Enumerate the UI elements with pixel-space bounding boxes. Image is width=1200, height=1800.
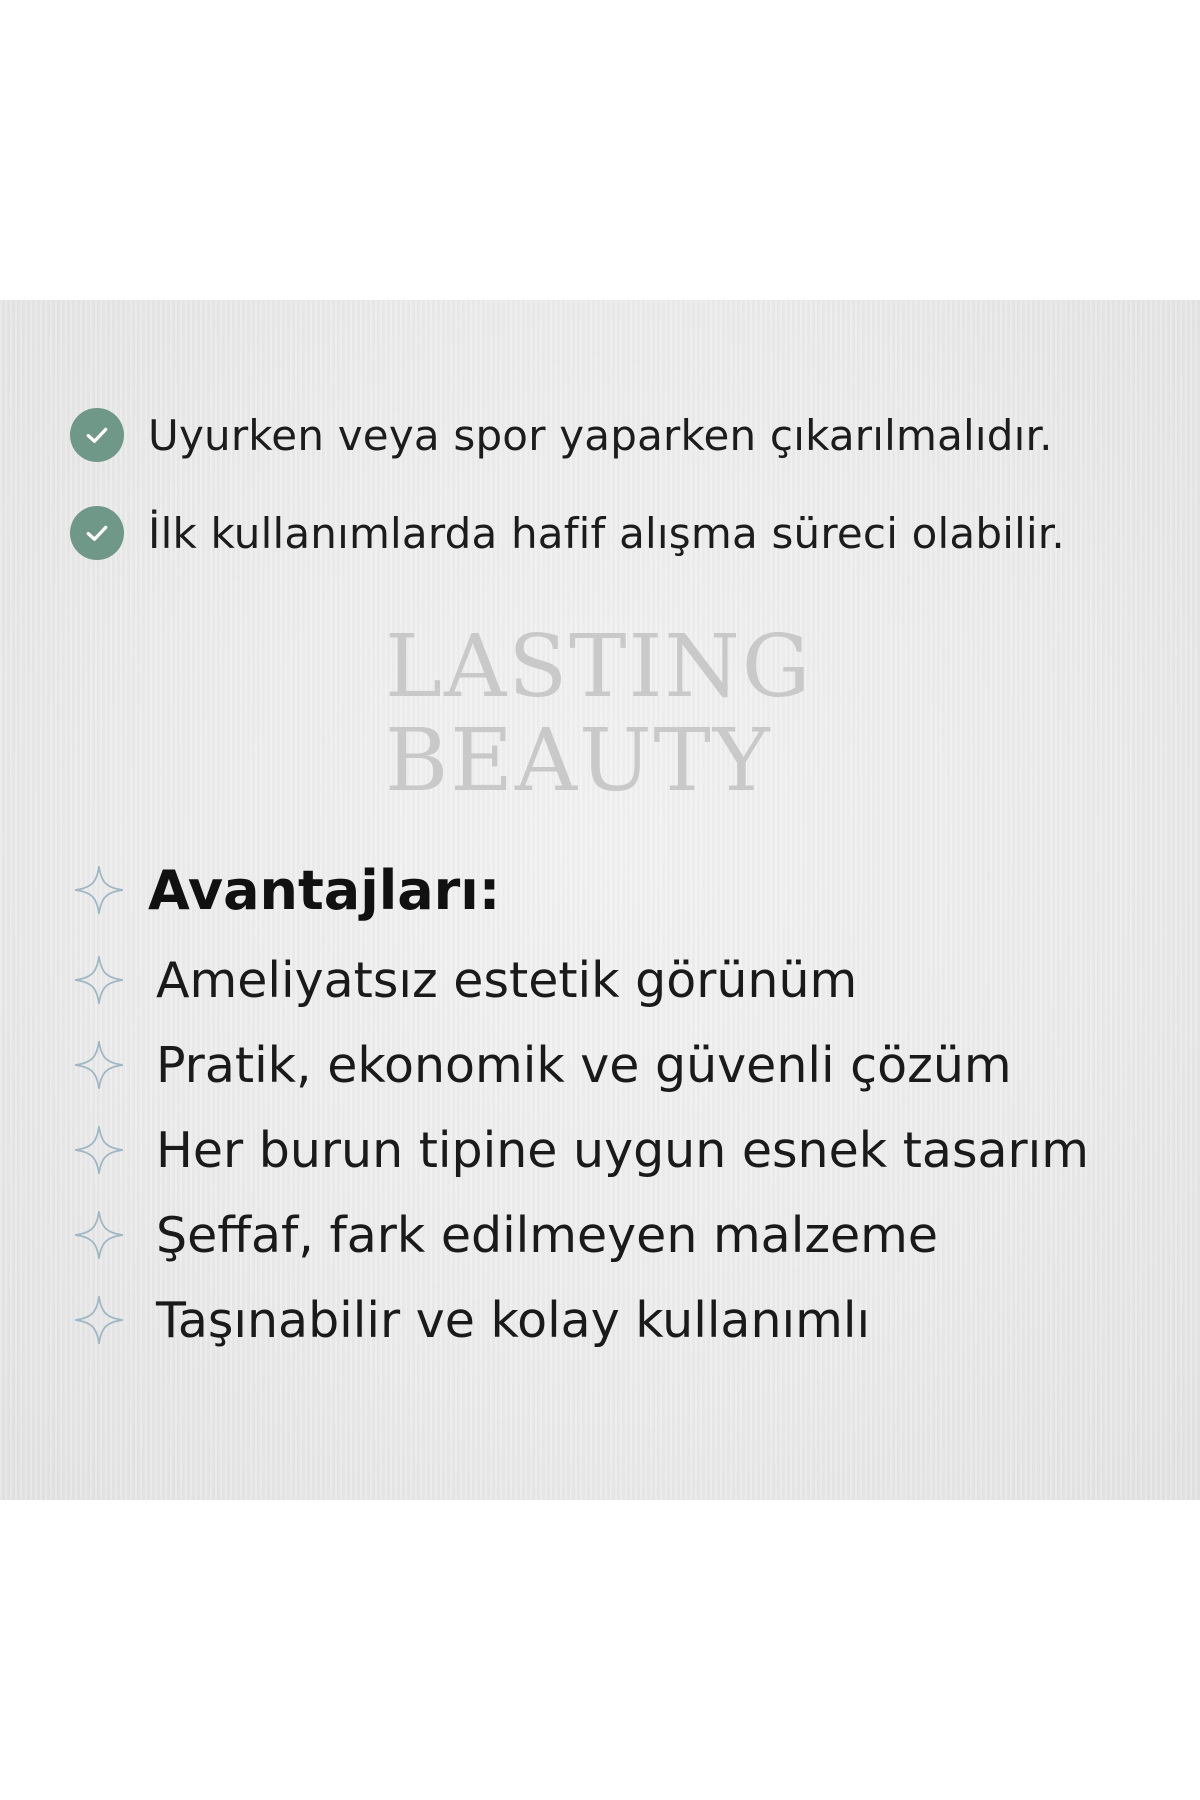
advantage-text: Taşınabilir ve kolay kullanımlı (156, 1291, 871, 1349)
advantage-text: Şeffaf, fark edilmeyen malzeme (156, 1206, 939, 1264)
sparkle-icon (72, 1208, 126, 1262)
check-circle-icon (70, 408, 124, 462)
sparkle-icon (72, 953, 126, 1007)
note-item (70, 503, 1065, 563)
brand-logo (385, 617, 825, 811)
advantages-heading: Avantajları: (148, 858, 501, 922)
advantage-text: Pratik, ekonomik ve güvenli çözüm (156, 1036, 1012, 1094)
advantage-item (72, 945, 857, 1015)
logo-line-2: BEAUTY (385, 711, 772, 811)
advantages-heading-row (72, 855, 500, 925)
advantage-item (72, 1285, 870, 1355)
advantage-item (72, 1115, 1089, 1185)
sparkle-icon (72, 1038, 126, 1092)
content-panel (0, 300, 1200, 1500)
logo-line-1: LASTING (385, 617, 813, 717)
note-item (70, 405, 1053, 465)
sparkle-icon (72, 1293, 126, 1347)
advantage-text: Her burun tipine uygun esnek tasarım (156, 1121, 1089, 1179)
advantage-text: Ameliyatsız estetik görünüm (156, 951, 858, 1009)
check-circle-icon (70, 506, 124, 560)
sparkle-icon (72, 863, 126, 917)
note-text: Uyurken veya spor yaparken çıkarılmalıdır. (148, 410, 1053, 460)
advantage-item (72, 1200, 938, 1270)
sparkle-icon (72, 1123, 126, 1177)
note-text: İlk kullanımlarda hafif alışma süreci olabilir. (148, 508, 1065, 558)
advantage-item (72, 1030, 1012, 1100)
